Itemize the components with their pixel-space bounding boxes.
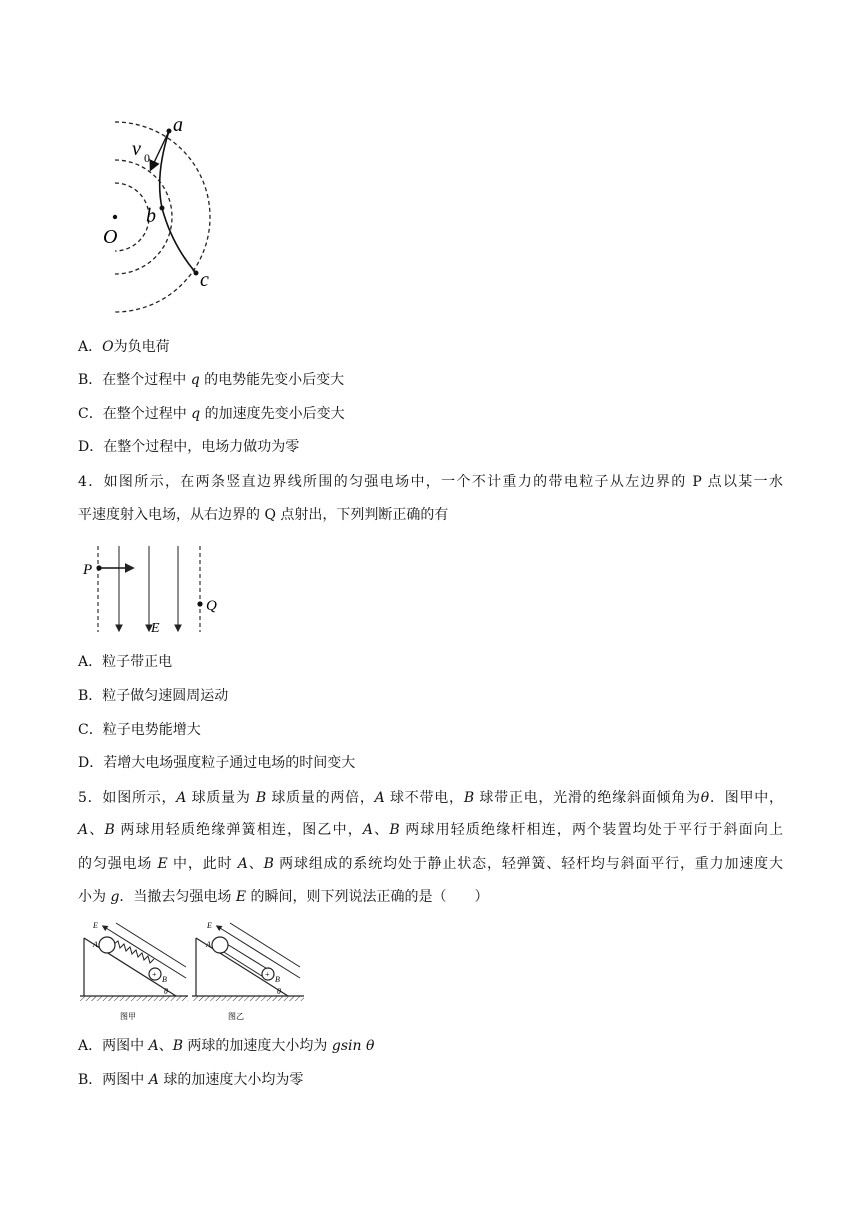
q5-stem-2	[78, 820, 783, 840]
center-o-dot	[113, 215, 117, 219]
equipotential-arc-inner	[115, 183, 149, 251]
q3-option-b[interactable]: B．在整个过程中 q 的电势能先变小后变大	[78, 372, 345, 388]
ball-b-left-plus: +	[152, 970, 157, 979]
q4-stem	[78, 472, 783, 492]
caption-right: 图乙	[228, 1012, 244, 1021]
point-c	[194, 271, 199, 276]
label-theta-right: θ	[277, 987, 281, 996]
q5-option-b[interactable]: B．两图中 A 球的加速度大小均为零	[78, 1072, 304, 1088]
point-q	[197, 601, 202, 606]
ball-b-right-plus: +	[265, 970, 270, 979]
label-v: v	[132, 138, 141, 160]
figure-right-rod	[192, 921, 304, 1021]
q3-option-c[interactable]: C．在整个过程中 q 的加速度先变小后变大	[78, 406, 345, 422]
q4-option-d[interactable]: D．若增大电场强度粒子通过电场的时间变大	[78, 755, 356, 771]
ground-hatch-left	[80, 996, 188, 1001]
q3-option-a[interactable]: A．O为负电荷	[78, 339, 170, 355]
label-c: c	[200, 269, 209, 291]
field-line-left-2	[116, 923, 186, 967]
q4-stem-line1: 4．如图所示，在两条竖直边界线所围的匀强电场中，一个不计重力的带电粒子从左边界的 P 点以某一水	[78, 474, 783, 490]
spring	[114, 941, 154, 963]
q5-stem-line2: A、B 两球用轻质绝缘弹簧相连，图乙中，A、B 两球用轻质绝缘杆相连，两个装置均处于平行于斜面向上	[78, 822, 784, 838]
caption-left: 图甲	[120, 1012, 136, 1021]
label-q: Q	[206, 598, 217, 614]
q4-option-a[interactable]: A．粒子带正电	[78, 654, 173, 670]
label-e: E	[151, 621, 160, 635]
label-b: b	[146, 205, 156, 227]
label-a-left: A	[93, 940, 98, 949]
field-line-right-2	[230, 923, 300, 967]
equipotential-arc-outer	[115, 122, 210, 312]
label-b-right: B	[275, 975, 280, 984]
particle-trajectory	[160, 131, 196, 273]
q4-option-b[interactable]: B．粒子做匀速圆周运动	[78, 688, 229, 704]
label-p: P	[83, 562, 93, 578]
point-b	[160, 206, 165, 211]
label-e-right: E	[207, 921, 212, 930]
label-a-right: A	[206, 940, 211, 949]
point-a	[167, 129, 172, 134]
ball-a-right	[212, 937, 228, 953]
point-p	[96, 565, 101, 570]
q4-option-c[interactable]: C．粒子电势能增大	[78, 722, 201, 738]
label-theta-left: θ	[164, 987, 168, 996]
ball-a-left	[99, 937, 115, 953]
q5-option-a[interactable]: A．两图中 A、B 两球的加速度大小均为 gsin θ	[78, 1038, 375, 1054]
q4-stem-line2: 平速度射入电场，从右边界的 Q 点射出，下列判断正确的有	[78, 507, 449, 523]
q5-stem-line1: 5．如图所示，A 球质量为 B 球质量的两倍，A 球不带电，B 球带正电，光滑的绝缘斜面倾角为θ．图甲中，	[78, 790, 784, 806]
uniform-field-diagram	[80, 540, 225, 635]
q5-stem	[78, 788, 783, 808]
label-v-sub: 0	[144, 151, 150, 165]
q5-stem-line3: 的匀强电场 E 中，此时 A、B 两球组成的系统均处于静止状态，轻弹簧、轻杆均与斜面平行，重力加速度大	[78, 856, 784, 872]
ground-hatch-right	[192, 996, 304, 1001]
velocity-arrow	[151, 131, 169, 169]
field-line-left-1	[106, 928, 186, 978]
label-e-left: E	[93, 921, 98, 930]
q3-option-d[interactable]: D．在整个过程中，电场力做功为零	[78, 439, 300, 455]
q5-stem-3	[78, 854, 783, 874]
orbit-diagram	[100, 105, 225, 320]
label-a: a	[173, 114, 183, 136]
q5-stem-line4: 小为 g．当撤去匀强电场 E 的瞬间，则下列说法正确的是（ ）	[78, 889, 489, 905]
figure-left-spring	[80, 921, 188, 1021]
field-line-right-1	[220, 928, 300, 978]
equipotential-arc-middle	[115, 160, 172, 274]
label-b-left: B	[162, 975, 167, 984]
incline-diagrams	[76, 920, 308, 1026]
label-o: O	[103, 226, 118, 248]
